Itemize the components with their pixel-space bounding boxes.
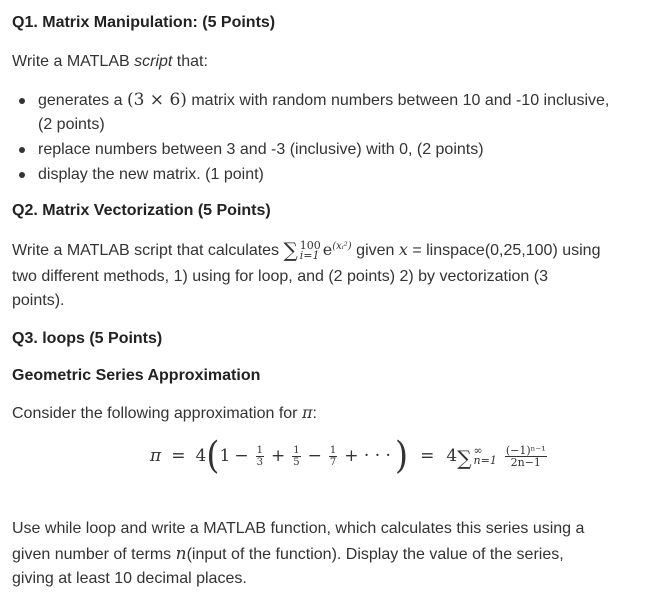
q2-heading: Q2. Matrix Vectorization (5 Points): [12, 202, 271, 219]
q3-paragraph-line-2: [12, 541, 564, 568]
q3-subheading: Geometric Series Approximation: [12, 367, 261, 384]
formula-plus-2: + · · ·: [344, 446, 391, 466]
q2-text-a: Write a MATLAB script that calculates: [12, 242, 284, 259]
formula-minus-1: −: [234, 446, 249, 466]
q3-var-n: n: [175, 544, 187, 564]
frac-den: 7: [329, 456, 337, 468]
frac-den: 5: [293, 456, 300, 468]
q2-sum-lower: i=1: [299, 248, 320, 262]
q1-intro-text-c: that:: [172, 53, 208, 70]
q1-bullet-1: [12, 88, 609, 113]
q1-bullet-2-text: replace numbers between 3 and -3 (inclusive) with 0, (2 points): [38, 141, 484, 158]
q2-exp-power: (xᵢ²): [332, 241, 352, 252]
summation-symbol: ∑: [283, 238, 298, 262]
q2-paragraph-line-2: two different methods, 1) using for loop, and (2 points) 2) by vectorization (3: [12, 268, 548, 285]
bullet-dot: [19, 147, 25, 153]
q2-var-x: x: [398, 240, 408, 259]
q1-bullet-2: [12, 137, 609, 162]
pi-series-formula: [150, 434, 550, 478]
formula-sum-limits: [474, 446, 497, 466]
q1-intro: [12, 48, 208, 75]
q1-matrix-dims: (3 × 6): [126, 90, 187, 110]
frac-den: 2n−1: [510, 455, 541, 469]
q3-paragraph-line-3: giving at least 10 decimal places.: [12, 570, 247, 587]
formula-one: 1: [219, 446, 231, 466]
q3-paragraph-line-1: Use while loop and write a MATLAB function, which calculates this series using a: [12, 520, 585, 537]
bullet-dot: [19, 172, 25, 178]
summation-symbol: ∑: [457, 446, 472, 470]
q2-exp-base: e: [322, 240, 333, 259]
q3-text-a: given number of terms: [12, 546, 176, 563]
bullet-dot: [19, 98, 25, 104]
formula-sum-lower: n=1: [473, 454, 497, 467]
q2-text-b: given: [351, 242, 399, 259]
q3-consider-text-b: :: [312, 405, 317, 422]
q1-bullet-1-text-a: generates a: [38, 92, 127, 109]
close-paren: ): [394, 434, 409, 478]
frac-num: 1: [293, 444, 300, 456]
open-paren: (: [206, 434, 220, 478]
q3-heading: Q3. loops (5 Points): [12, 330, 163, 347]
formula-eq: =: [171, 446, 186, 466]
formula-eq-2: =: [420, 446, 435, 466]
q1-bullet-1-text-b: matrix with random numbers between 10 and -10 inclusive,: [186, 92, 610, 109]
formula-sum-upper: ∞: [473, 444, 483, 457]
q2-paragraph-line-1: [12, 235, 600, 266]
q3-consider: [12, 399, 317, 427]
q1-heading: Q1. Matrix Manipulation: (5 Points): [12, 14, 276, 31]
q2-sum-upper: 100: [299, 238, 321, 252]
q2-text-c: = linspace(0,25,100) using: [407, 242, 601, 259]
formula-coef-2: 4: [446, 446, 458, 466]
q1-bullet-1-cont: [12, 112, 609, 137]
formula-minus-2: −: [307, 446, 322, 466]
frac-den: 3: [256, 456, 263, 468]
q2-sum-limits: [299, 238, 321, 262]
frac-num: (−1)ⁿ⁻¹: [505, 443, 546, 457]
formula-coef: 4: [195, 446, 207, 466]
q1-bullet-1-text-c: (2 points): [38, 116, 105, 133]
q1-intro-script: script: [134, 53, 173, 70]
fraction-1-7: [329, 445, 337, 468]
q1-intro-text-a: Write a MATLAB: [12, 53, 135, 70]
formula-plus-1: +: [270, 446, 286, 466]
q1-bullet-3: [12, 162, 609, 187]
q3-consider-pi: π: [301, 403, 313, 422]
fraction-1-3: [256, 445, 264, 468]
q3-consider-text-a: Consider the following approximation for: [12, 405, 302, 422]
q2-paragraph-line-3: points).: [12, 292, 65, 309]
frac-num: 1: [256, 444, 263, 456]
q1-bullet-3-text: display the new matrix. (1 point): [38, 166, 264, 183]
formula-lhs: π: [150, 446, 162, 466]
series-term-fraction: [505, 445, 547, 468]
q3-text-b: (input of the function). Display the value of the series,: [186, 546, 564, 563]
frac-num: 1: [329, 444, 337, 456]
fraction-1-5: [292, 445, 300, 468]
q1-bullet-list: [12, 88, 609, 187]
